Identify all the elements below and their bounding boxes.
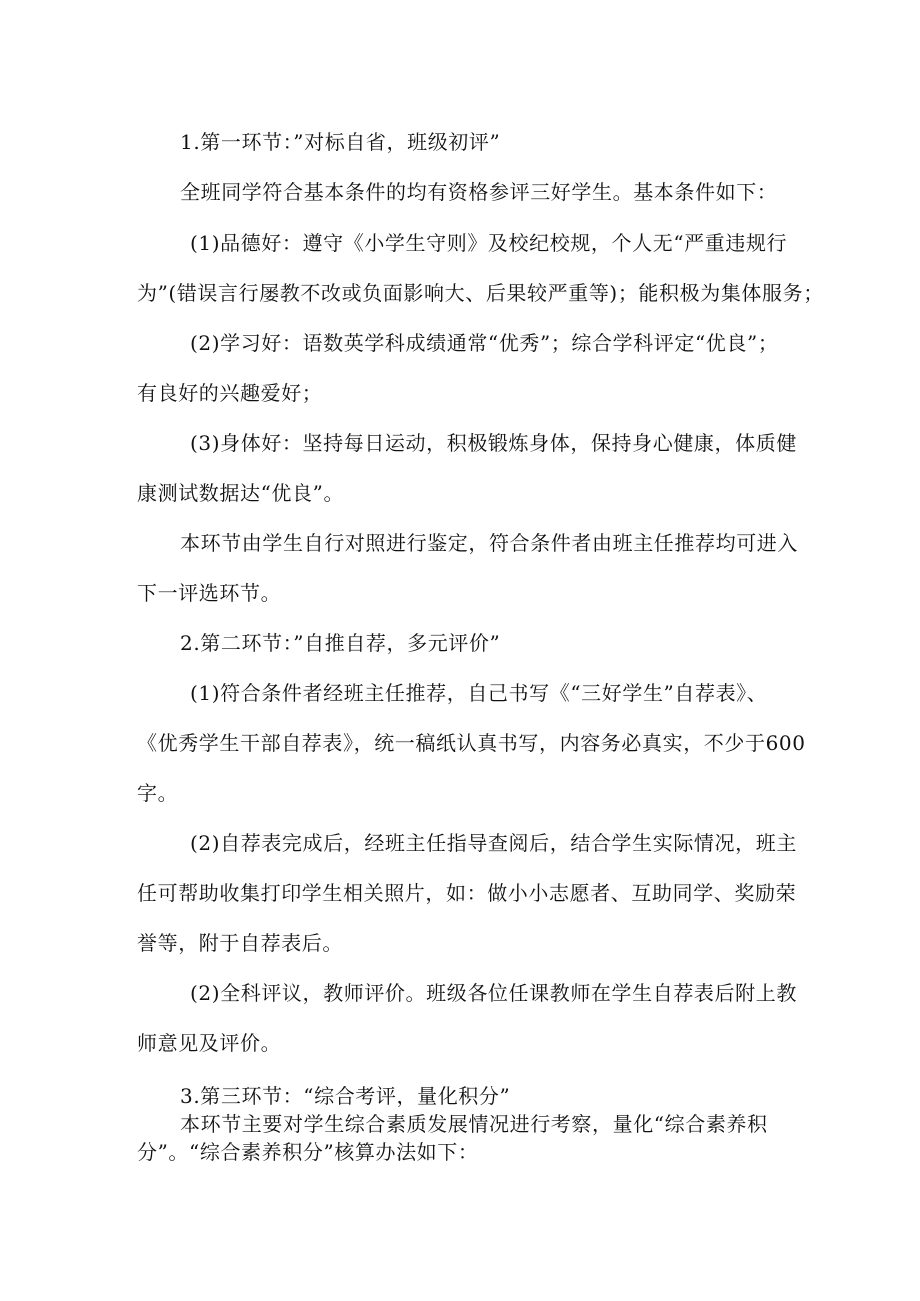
paragraph-line: 誉等，附于自荐表后。 [137, 931, 343, 955]
section-3-heading: 3.第三环节：“综合考评，量化积分” [180, 1084, 511, 1108]
paragraph-line: 任可帮助收集打印学生相关照片，如：做小小志愿者、互助同学、奖励荣 [137, 881, 797, 905]
paragraph-line: 师意见及评价。 [137, 1031, 282, 1055]
paragraph-line: (2)学习好：语数英学科成绩通常“优秀”；综合学科评定“优良”； [190, 331, 779, 355]
paragraph-line: 《优秀学生干部自荐表》，统一稿纸认真书写，内容务必真实，不少于600 [137, 731, 806, 755]
paragraph-line: (2)全科评议，教师评价。班级各位任课教师在学生自荐表后附上教 [190, 981, 797, 1005]
paragraph-line: (2)自荐表完成后，经班主任指导查阅后，结合学生实际情况，班主 [190, 831, 797, 855]
paragraph-line: 为”(错误言行屡教不改或负面影响大、后果较严重等)；能积极为集体服务； [137, 281, 824, 305]
paragraph-line: (1)符合条件者经班主任推荐，自己书写《“三好学生”自荐表》、 [190, 681, 768, 705]
section-2-heading: 2.第二环节：”自推自荐，多元评价” [180, 631, 501, 655]
paragraph-line: 本环节由学生自行对照进行鉴定，符合条件者由班主任推荐均可进入 [180, 531, 798, 555]
paragraph-line: (3)身体好：坚持每日运动，积极锻炼身体，保持身心健康，体质健 [190, 431, 797, 455]
paragraph-line: 下一评选环节。 [137, 581, 282, 605]
paragraph-line: 分”。“综合素养积分”核算办法如下： [137, 1140, 479, 1164]
paragraph-line: 康测试数据达“优良”。 [137, 481, 345, 505]
section-1-heading: 1.第一环节：”对标自省，班级初评” [180, 130, 501, 154]
paragraph-line: (1)品德好：遵守《小学生守则》及校纪校规，个人无“严重违规行 [190, 231, 788, 255]
paragraph-line: 全班同学符合基本条件的均有资格参评三好学生。基本条件如下： [180, 180, 778, 204]
paragraph-line: 有良好的兴趣爱好； [137, 381, 323, 405]
paragraph-line: 本环节主要对学生综合素质发展情况进行考察，量化“综合素养积 [180, 1112, 768, 1136]
paragraph-line: 字。 [137, 781, 179, 805]
